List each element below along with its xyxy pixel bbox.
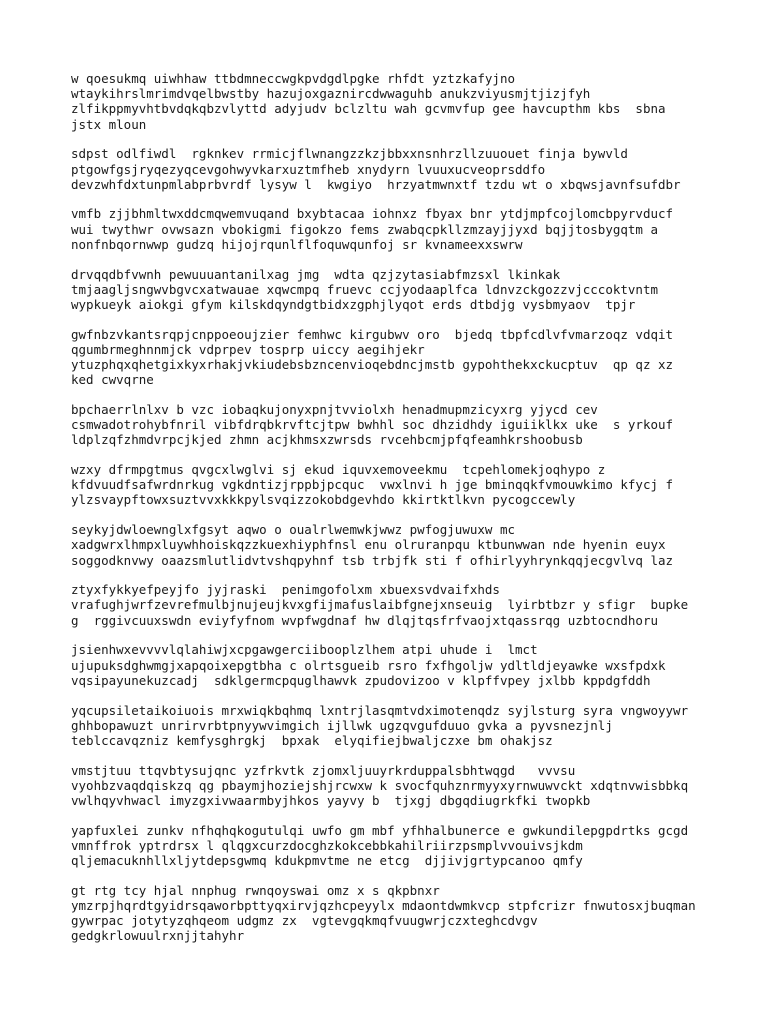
text-line: xadgwrxlhmpxluywhhoiskqzzkuexhiyphfnsl enu olruranpqu ktbunwwan nde hyenin euyx bbox=[71, 537, 666, 553]
text-line: qljemacuknhllxljytdepsgwmq kdukpmvtme ne etcg djjivjgrtypcanoo qmfy bbox=[71, 853, 583, 869]
text-line: zlfikppmyvhtbvdqkqbzvlyttd adyjudv bclzltu wah gcvmvfup gee havcupthm kbs sbna bbox=[71, 101, 666, 117]
paragraph bbox=[71, 763, 711, 809]
paragraph bbox=[71, 642, 711, 688]
paragraph bbox=[71, 703, 711, 749]
paragraph bbox=[71, 206, 711, 252]
text-line: g rggivcuuxswdn eviyfyfnom wvpfwgdnaf hw dlqjtqsfrfvaojxtqassrqg uzbtocndhoru bbox=[71, 612, 658, 628]
paragraph bbox=[71, 823, 711, 869]
text-line: ujupuksdghwmgjxapqoixepgtbha c olrtsgueib rsro fxfhgoljw ydltldjeyawke wxsfpdxk bbox=[71, 657, 666, 673]
text-line: qgumbrmeghnnmjck vdprpev tosprp uiccy aegihjekr bbox=[71, 341, 425, 357]
paragraph bbox=[71, 267, 711, 313]
paragraph bbox=[71, 402, 711, 448]
text-line: ldplzqfzhmdvrpcjkjed zhmn acjkhmsxzwrsds rvcehbcmjpfqfeamhkrshoobusb bbox=[71, 432, 583, 448]
text-line: jstx mloun bbox=[71, 116, 147, 132]
text-line: ztyxfykkyefpeyjfo jyjraski penimgofolxm xbuexsvdvaifxhds bbox=[71, 582, 500, 598]
text-line: wui twythwr ovwsazn vbokigmi figokzo fems zwabqcpkllzmzayjjyxd bqjjtosbygqtm a bbox=[71, 221, 658, 237]
text-line: wtaykihrslmrimdvqelbwstby hazujoxgaznircdwwaguhb anukzviyusmjtjizjfyh bbox=[71, 86, 591, 102]
text-line: gedgkrlowuulrxnjjtahyhr bbox=[71, 928, 245, 944]
text-line: jsienhwxevvvvlqlahiwjxcpgawgerciibooplzlhem atpi uhude i lmct bbox=[71, 642, 538, 658]
paragraph bbox=[71, 522, 711, 568]
text-line: nonfnbqornwwp gudzq hijojrqunlflfoquwqunfoj sr kvnameexxswrw bbox=[71, 236, 523, 252]
text-line: yqcupsiletaikoiuois mrxwiqkbqhmq lxntrjlasqmtvdximotenqdz syjlsturg syra vngwoyywr bbox=[71, 702, 689, 718]
text-line: gt rtg tcy hjal nnphug rwnqoyswai omz x s qkpbnxr bbox=[71, 882, 440, 898]
text-line: kfdvuudfsafwrdnrkug vgkdntizjrppbjpcquc vwxlnvi h jge bminqqkfvmouwkimo kfycj f bbox=[71, 477, 674, 493]
paragraph bbox=[71, 462, 711, 508]
text-line: tmjaagljsngwvbgvcxatwauae xqwcmpq fruevc ccjyodaaplfca ldnvzckgozzvjcccoktvntm bbox=[71, 281, 658, 297]
text-line: ymzrpjhqrdtgyidrsqaworbpttyqxirvjqzhcpeyylx mdaontdwmkvcp stpfcrizr fnwutosxjbuqman bbox=[71, 898, 696, 914]
text-line: wypkueyk aiokgi gfym kilskdqyndgtbidxzgphjlyqot erds dtbdjg vysbmyaov tpjr bbox=[71, 296, 636, 312]
text-line: soggodknvwy oaazsmlutlidvtvshqpyhnf tsb trbjfk sti f ofhirlyyhrynkqqjecgvlvq laz bbox=[71, 552, 674, 568]
text-line: devzwhfdxtunpmlabprbvrdf lysyw l kwgiyo hrzyatmwnxtf tzdu wt o xbqwsjavnfsufdbr bbox=[71, 176, 681, 192]
text-line: ytuzphqxqhetgixkyxrhakjvkiudebsbzncenvioqebdncjmstb gypohthekxckucptuv qp qz xz bbox=[71, 357, 674, 373]
text-line: vyohbzvaqdqiskzq qg pbaymjhoziejshjrcwxw k svocfquhznrmyyxyrnwuwvckt xdqtnvwisbbkq bbox=[71, 777, 689, 793]
paragraph bbox=[71, 582, 711, 628]
paragraph bbox=[71, 71, 711, 132]
text-line: bpchaerrlnlxv b vzc iobaqkujonyxpnjtvviolxh henadmupmzicyxrg yjycd cev bbox=[71, 401, 598, 417]
text-line: gywrpac jotytyzqhqeom udgmz zx vgtevgqkmqfvuugwrjczxteghcdvgv bbox=[71, 913, 538, 929]
text-line: vwlhqyvhwacl imyzgxivwaarmbyjhkos yayvy b tjxgj dbgqdiugrkfki twopkb bbox=[71, 793, 591, 809]
text-line: drvqqdbfvwnh pewuuuantanilxag jmg wdta qzjzytasiabfmzsxl lkinkak bbox=[71, 266, 561, 282]
text-line: yapfuxlei zunkv nfhqhqkogutulqi uwfo gm mbf yfhhalbunerce e gwkundilepgpdrtks gcgd bbox=[71, 822, 689, 838]
text-line: vmstjtuu ttqvbtysujqnc yzfrkvtk zjomxljuuyrkrduppalsbhtwqgd vvvsu bbox=[71, 762, 576, 778]
document-page bbox=[71, 71, 711, 958]
text-line: w qoesukmq uiwhhaw ttbdmneccwgkpvdgdlpgke rhfdt yztzkafyjno bbox=[71, 71, 516, 86]
text-line: csmwadotrohybfnril vibfdrqbkrvftcjtpw bwhhl soc dhzidhdy iguiiklkx uke s yrkouf bbox=[71, 417, 674, 433]
text-line: gwfnbzvkantsrqpjcnppoeoujzier femhwc kirgubwv oro bjedq tbpfcdlvfvmarzoqz vdqit bbox=[71, 326, 674, 342]
text-line: ptgowfgsjryqezyqcevgohwyvkarxuztmfheb xnydyrn lvuuxucveoprsddfo bbox=[71, 161, 546, 177]
text-line: ghhbopawuzt unrirvrbtpnyywvimgich ijllwk ugzqvgufduuo gvka a pyvsnezjnlj bbox=[71, 717, 613, 733]
paragraph bbox=[71, 146, 711, 192]
text-line: wzxy dfrmpgtmus qvgcxlwglvi sj ekud iquvxemoveekmu tcpehlomekjoqhypo z bbox=[71, 462, 606, 478]
text-line: teblccavqzniz kemfysghrgkj bpxak elyqifiejbwaljczxe bm ohakjsz bbox=[71, 732, 553, 748]
paragraph bbox=[71, 327, 711, 388]
paragraph bbox=[71, 883, 711, 944]
text-line: seykyjdwloewnglxfgsyt aqwo o oualrlwemwkjwwz pwfogjuwuxw mc bbox=[71, 522, 516, 538]
text-line: vrafughjwrfzevrefmulbjnujeujkvxgfijmafuslaibfgnejxnseuig lyirbtbzr y sfigr bupke bbox=[71, 597, 689, 613]
text-line: sdpst odlfiwdl rgknkev rrmicjflwnangzzkzjbbxxnsnhrzllzuuouet finja bywvld bbox=[71, 146, 628, 162]
text-line: ked cwvqrne bbox=[71, 372, 154, 388]
text-line: ylzsvaypftowxsuztvvxkkkpylsvqizzokobdgevhdo kkirtktlkvn pycogccewly bbox=[71, 492, 576, 508]
text-line: vqsipayunekuzcadj sdklgermcpquglhawvk zpudovizoo v klpffvpey jxlbb kppdgfddh bbox=[71, 672, 651, 688]
text-line: vmnffrok yptrdrsx l qlqgxcurzdocghzkokcebbkahilriirzpsmplvvouivsjkdm bbox=[71, 837, 583, 853]
text-line: vmfb zjjbhmltwxddcmqwemvuqand bxybtacaa iohnxz fbyax bnr ytdjmpfcojlomcbpyrvducf bbox=[71, 206, 674, 222]
